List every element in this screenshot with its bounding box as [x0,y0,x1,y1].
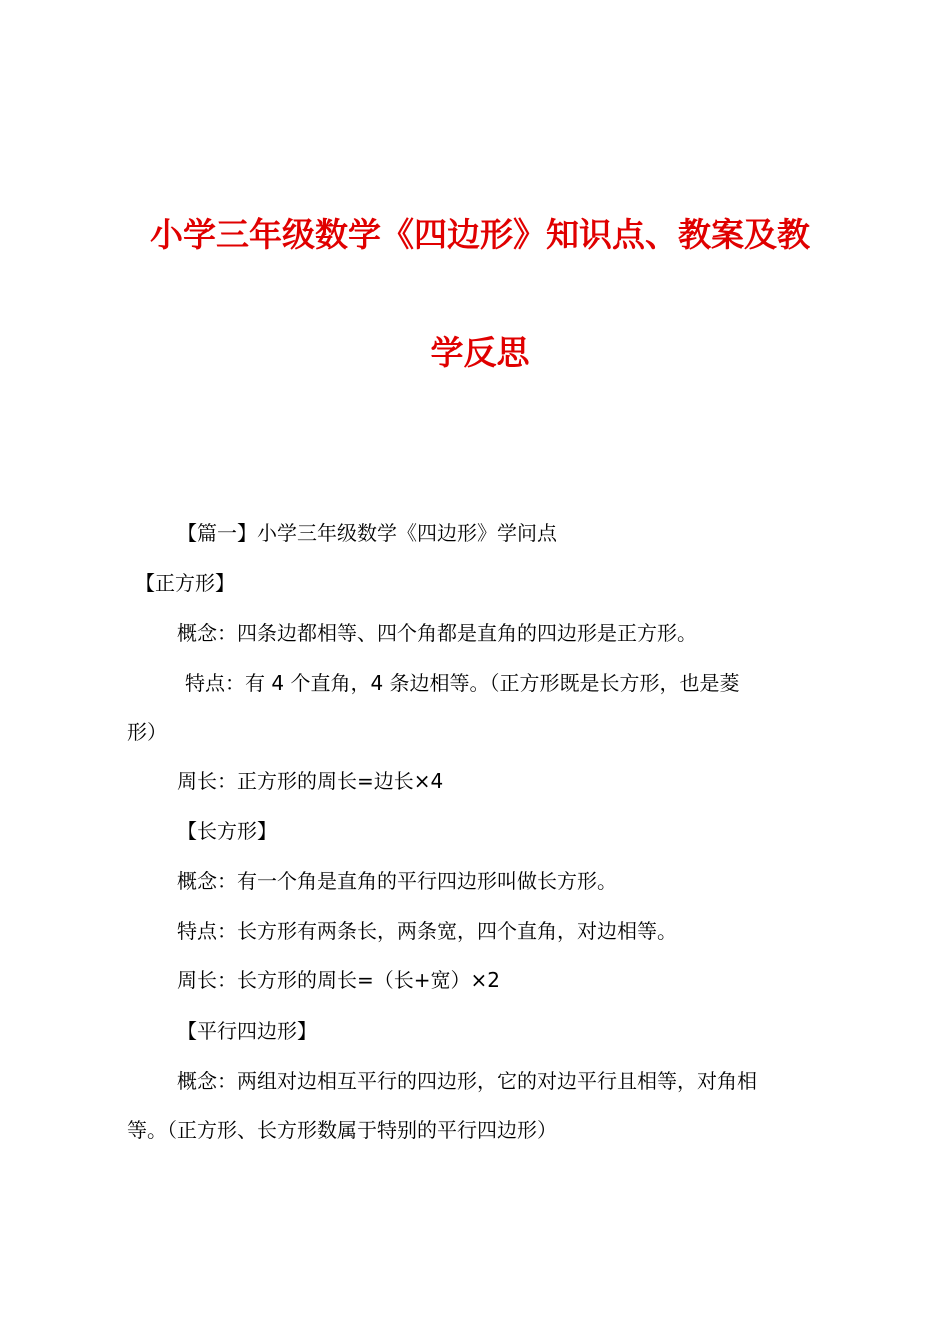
document-title-line-1: 小学三年级数学《四边形》知识点、教案及教 [150,215,810,254]
section-heading: 【篇一】小学三年级数学《四边形》学问点 [177,521,557,545]
square-features-line-1: 特点：有 4 个直角，4 条边相等。（正方形既是长方形，也是菱 [185,671,740,695]
square-concept: 概念：四条边都相等、四个角都是直角的四边形是正方形。 [177,621,697,645]
parallelogram-concept-line-2: 等。（正方形、长方形数属于特别的平行四边形） [127,1118,557,1142]
rectangle-features: 特点：长方形有两条长，两条宽，四个直角，对边相等。 [177,919,677,943]
document-title-line-2: 学反思 [430,333,530,372]
rectangle-perimeter: 周长：长方形的周长=（长+宽）×2 [177,968,500,992]
parallelogram-concept-line-1: 概念：两组对边相互平行的四边形，它的对边平行且相等，对角相 [177,1069,757,1093]
rectangle-concept: 概念：有一个角是直角的平行四边形叫做长方形。 [177,869,617,893]
square-features-line-2: 形） [127,720,167,744]
rectangle-heading: 【长方形】 [177,819,277,843]
parallelogram-heading: 【平行四边形】 [177,1019,317,1043]
square-perimeter: 周长：正方形的周长=边长×4 [177,769,444,793]
square-heading: 【正方形】 [135,571,235,595]
